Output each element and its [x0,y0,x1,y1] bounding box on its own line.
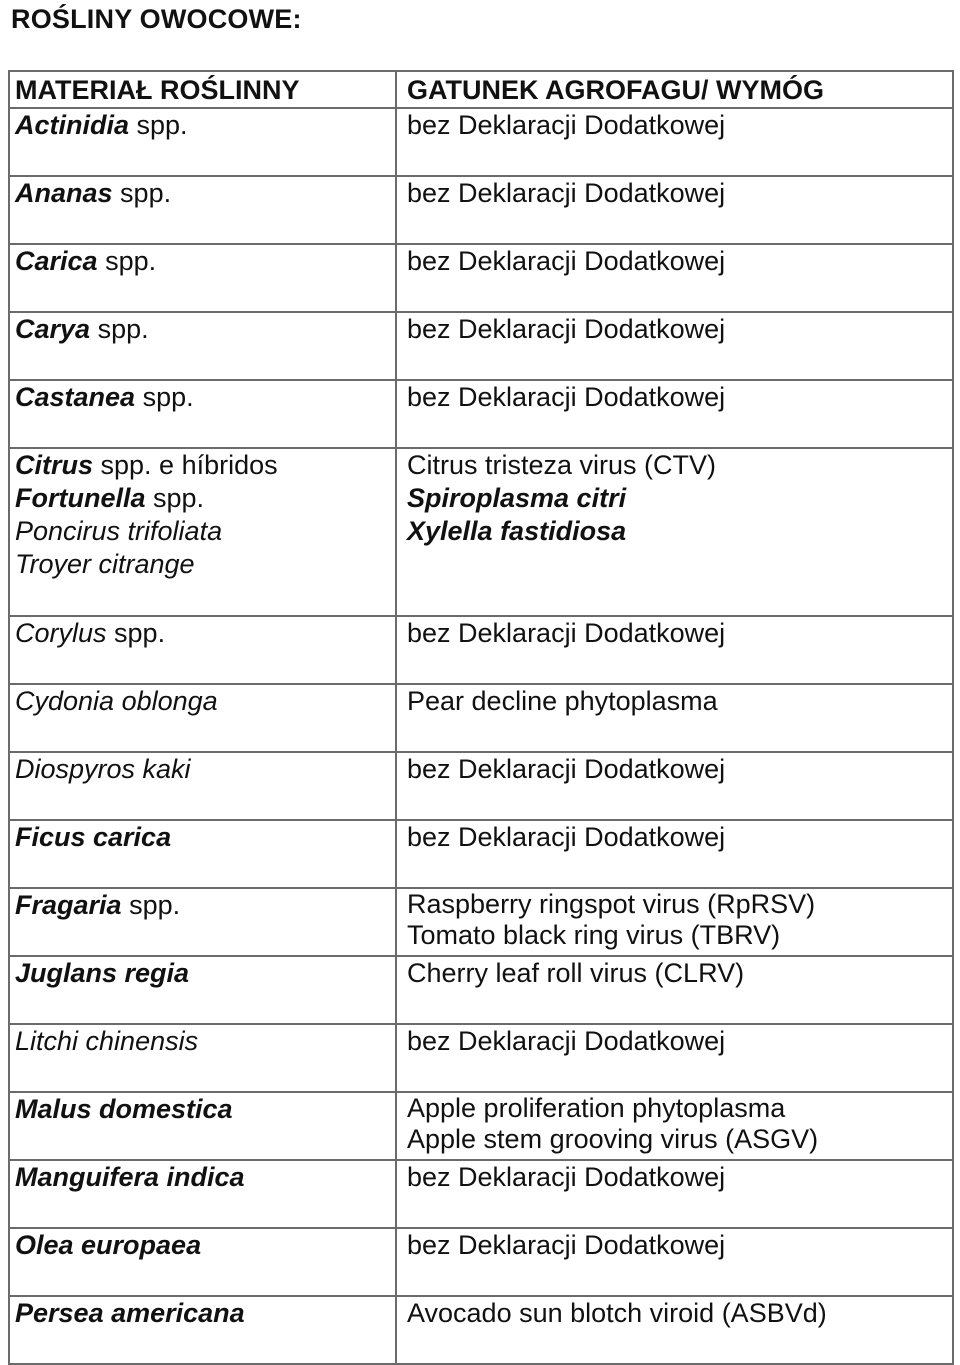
plant-cell [9,1296,396,1364]
requirement-cell [396,108,953,176]
requirement-line: bez Deklaracji Dodatkowej [407,618,726,648]
plant-name: Juglans regia [15,958,190,988]
plant-name: Actinidia [15,110,130,140]
plant-cell [9,616,396,684]
table-row [9,820,953,888]
plant-line [15,482,395,515]
plant-line [15,617,395,650]
plant-name: Fragaria [15,890,122,920]
plant-name: Corylus [15,618,107,648]
table-row [9,752,953,820]
table-row [9,1024,953,1092]
table-row [9,244,953,312]
plant-line [15,449,395,482]
plant-line [15,1161,395,1194]
requirement-line: Apple stem grooving virus (ASGV) [407,1124,819,1154]
plant-line [15,957,395,990]
plant-cell [9,176,396,244]
plant-line [15,515,395,548]
requirement-line: bez Deklaracji Dodatkowej [407,822,726,852]
table-row [9,1296,953,1364]
header-plant-material: MATERIAŁ ROŚLINNY [9,71,396,108]
requirement-cell [396,312,953,380]
plant-cell [9,380,396,448]
requirement-line: Xylella fastidiosa [407,516,627,546]
plant-name: Malus domestica [15,1094,233,1124]
plant-name: Poncirus trifoliata [15,516,223,546]
plant-line [15,889,395,922]
requirement-cell [396,448,953,616]
plant-name: Persea americana [15,1298,245,1328]
requirement-cell [396,176,953,244]
requirement-line: bez Deklaracji Dodatkowej [407,1230,726,1260]
requirement-cell [396,888,953,956]
requirement-line: bez Deklaracji Dodatkowej [407,1026,726,1056]
plant-name: Castanea [15,382,136,412]
requirement-cell [396,1228,953,1296]
table-row [9,616,953,684]
requirement-line: bez Deklaracji Dodatkowej [407,246,726,276]
requirement-line: Cherry leaf roll virus (CLRV) [407,958,745,988]
plant-line [15,1229,395,1262]
requirement-line: Avocado sun blotch viroid (ASBVd) [407,1298,827,1328]
plant-suffix: spp. [106,618,166,648]
plant-name: Troyer citrange [15,549,195,579]
plant-cell [9,1228,396,1296]
requirement-cell [396,820,953,888]
plant-cell [9,312,396,380]
requirement-cell [396,956,953,1024]
plant-line [15,177,395,210]
plant-line [15,109,395,142]
plant-cell [9,448,396,616]
requirement-cell [396,1296,953,1364]
plant-suffix: spp. [90,314,149,344]
plant-name: Olea europaea [15,1230,202,1260]
header-pest-requirement: GATUNEK AGROFAGU/ WYMÓG [396,71,953,108]
plant-name: Citrus [15,450,94,480]
plant-line [15,1025,395,1058]
plant-name: Litchi chinensis [15,1026,199,1056]
plant-suffix: spp. [97,246,157,276]
plant-cell [9,1092,396,1160]
plant-name: Carya [15,314,91,344]
plant-suffix: spp. [112,178,172,208]
plant-name: Fortunella [15,483,146,513]
plant-line [15,313,395,346]
plant-cell [9,888,396,956]
table-row [9,1160,953,1228]
requirement-cell [396,684,953,752]
requirement-cell [396,752,953,820]
requirement-line: Spiroplasma citri [407,483,627,513]
table-row [9,380,953,448]
plant-cell [9,820,396,888]
requirement-cell [396,244,953,312]
plant-name: Ficus carica [15,822,172,852]
plant-suffix: spp. [145,483,205,513]
table-row [9,956,953,1024]
requirement-line: bez Deklaracji Dodatkowej [407,110,726,140]
plant-line [15,548,395,581]
page-title: ROŚLINY OWOCOWE: [11,4,302,34]
plant-name: Cydonia oblonga [15,686,218,716]
requirement-line: Tomato black ring virus (TBRV) [407,920,781,950]
requirement-line: Pear decline phytoplasma [407,686,718,716]
table-row [9,1092,953,1160]
plant-suffix: spp. [121,890,181,920]
requirement-cell [396,1160,953,1228]
plant-line [15,245,395,278]
plant-suffix: spp. [135,382,194,412]
plant-cell [9,1160,396,1228]
plant-cell [9,684,396,752]
requirement-line: Apple proliferation phytoplasma [407,1093,786,1123]
plant-line [15,1093,395,1126]
table-row [9,448,953,616]
requirement-line: bez Deklaracji Dodatkowej [407,1162,726,1192]
requirement-cell [396,1092,953,1160]
plant-line [15,753,395,786]
table-row [9,176,953,244]
plant-line [15,381,395,414]
requirement-cell [396,380,953,448]
requirement-line: bez Deklaracji Dodatkowej [407,314,726,344]
table-header-row [9,71,953,108]
requirement-line: Citrus tristeza virus (CTV) [407,450,717,480]
plant-suffix: spp. e híbridos [93,450,278,480]
requirement-line: bez Deklaracji Dodatkowej [407,382,726,412]
plant-line [15,1297,395,1330]
plant-name: Carica [15,246,98,276]
requirement-cell [396,616,953,684]
plant-name: Manguifera indica [15,1162,245,1192]
requirement-cell [396,1024,953,1092]
plant-line [15,821,395,854]
plant-cell [9,752,396,820]
plant-cell [9,108,396,176]
plant-line [15,685,395,718]
table-row [9,1228,953,1296]
plant-name: Ananas [15,178,113,208]
requirement-line: Raspberry ringspot virus (RpRSV) [407,889,816,919]
plant-requirements-table [8,70,954,1365]
plant-cell [9,1024,396,1092]
requirement-line: bez Deklaracji Dodatkowej [407,754,726,784]
plant-cell [9,956,396,1024]
table-row [9,312,953,380]
table-row [9,108,953,176]
table-row [9,888,953,956]
table-row [9,684,953,752]
requirement-line: bez Deklaracji Dodatkowej [407,178,726,208]
plant-name: Diospyros kaki [15,754,191,784]
plant-cell [9,244,396,312]
plant-suffix: spp. [129,110,188,140]
